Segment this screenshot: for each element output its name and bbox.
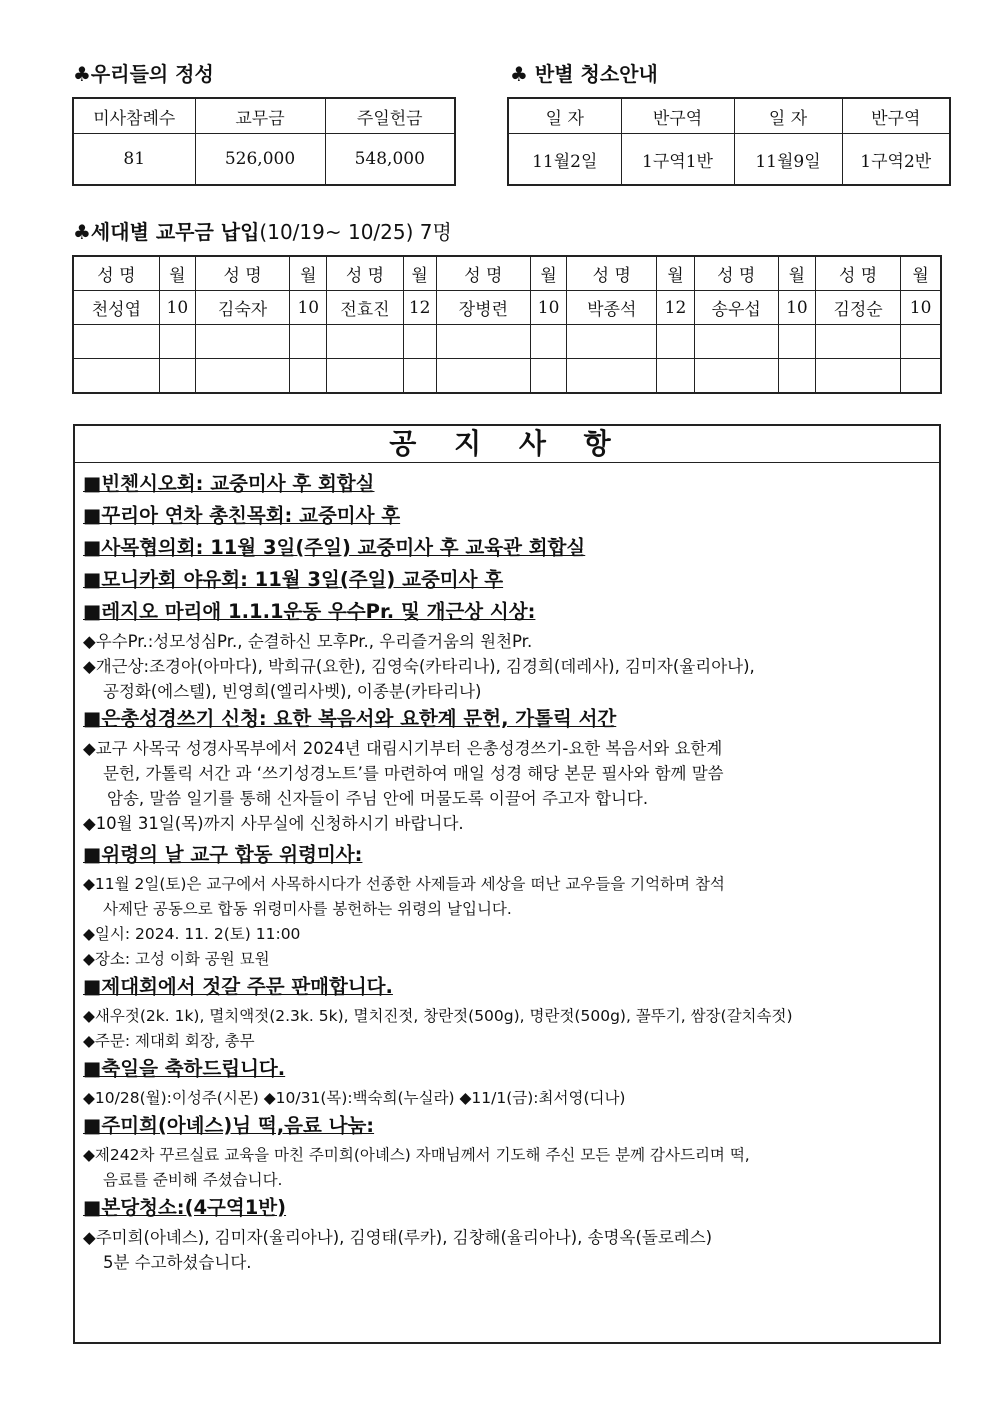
family-header-month: 월 <box>778 256 815 291</box>
notice-item <box>83 597 939 704</box>
family-cell-month: 10 <box>778 291 815 325</box>
family-cell-month: 12 <box>403 291 436 325</box>
offering-value-attendance: 81 <box>73 134 195 186</box>
notice-item <box>83 972 939 1054</box>
notice-line: 암송, 말씀 일기를 통해 신자들이 주님 안에 머물도록 이끌어 주고자 합니다. <box>107 789 649 808</box>
family-title <box>73 216 452 245</box>
notice-line: ◆주문: 제대회 회장, 총무 <box>83 1032 255 1050</box>
notice-line: ◆일시: 2024. 11. 2(토) 11:00 <box>83 925 301 943</box>
cleaning-value-date-2: 11월9일 <box>734 134 842 186</box>
family-header-month: 월 <box>531 256 567 291</box>
notice-heading: ■위령의 날 교구 합동 위령미사: <box>83 843 363 866</box>
family-cell-name: 장병련 <box>436 291 530 325</box>
notice-heading: ■축일을 축하드립니다. <box>83 1057 286 1080</box>
family-cell-name: 김숙자 <box>195 291 289 325</box>
cleaning-value-date-1: 11월2일 <box>508 134 621 186</box>
notice-item <box>83 1054 939 1111</box>
family-cell-month: 10 <box>531 291 567 325</box>
family-table <box>72 255 942 394</box>
family-cell-name: 천성엽 <box>73 291 159 325</box>
notice-heading: ■레지오 마리애 1.1.1운동 우수Pr. 및 개근상 시상: <box>83 600 536 623</box>
notice-line: 사제단 공동으로 합동 위령미사를 봉헌하는 위령의 날입니다. <box>103 900 512 918</box>
family-header-month: 월 <box>657 256 694 291</box>
family-header-month: 월 <box>159 256 195 291</box>
notice-heading: ■꾸리아 연차 총친목회: 교중미사 후 <box>83 504 401 527</box>
offering-value-sunday: 548,000 <box>325 134 455 186</box>
notice-line: ◆개근상:조경아(아마다), 박희규(요한), 김영숙(카타리나), 김경희(데레사), 김미자(율리아나), <box>83 657 755 676</box>
family-empty-row <box>73 325 941 359</box>
family-header-name: 성 명 <box>436 256 530 291</box>
family-cell-month: 10 <box>159 291 195 325</box>
family-title-sub: (10/19~ 10/25) 7명 <box>259 220 452 244</box>
cleaning-value-area-2: 1구역2반 <box>842 134 950 186</box>
notice-heading: ■본당청소:(4구역1반) <box>83 1196 287 1219</box>
notice-line: 공정화(에스텔), 빈영희(엘리사벳), 이종분(카타리나) <box>103 682 482 701</box>
notice-line: ◆10월 31일(목)까지 사무실에 신청하시기 바랍니다. <box>83 814 464 833</box>
notice-item <box>83 469 939 501</box>
notice-body <box>75 463 939 1275</box>
notice-line: ◆주미희(아녜스), 김미자(율리아나), 김영태(루카), 김창해(율리아나), 송명옥(돌로레스) <box>83 1228 713 1247</box>
cleaning-header-date-2: 일 자 <box>734 98 842 134</box>
family-header-name: 성 명 <box>73 256 159 291</box>
family-cell-name: 김정순 <box>815 291 900 325</box>
notice-heading: ■은총성경쓰기 신청: 요한 복음서와 요한계 문헌, 가톨릭 서간 <box>83 707 617 730</box>
notice-title: 공 지 사 항 <box>75 426 939 463</box>
notice-heading: ■제대회에서 젓갈 주문 판매합니다. <box>83 975 393 998</box>
family-header-name: 성 명 <box>694 256 778 291</box>
cleaning-header-date-1: 일 자 <box>508 98 621 134</box>
family-cell-name: 송우섭 <box>694 291 778 325</box>
offering-title: ♣우리들의 정성 <box>73 62 214 86</box>
notice-line: ◆새우젓(2k. 1k), 멸치액젓(2.3k. 5k), 멸치진젓, 창란젓(500g), 명란젓(500g), 꼴뚜기, 쌈장(갈치속젓) <box>83 1007 793 1025</box>
notice-line: ◆제242차 꾸르실료 교육을 마친 주미희(아녜스) 자매님께서 기도해 주신 모든 분께 감사드리며 떡, <box>83 1146 750 1164</box>
family-header-name: 성 명 <box>195 256 289 291</box>
notice-item <box>83 501 939 533</box>
notice-heading: ■빈첸시오회: 교중미사 후 회합실 <box>83 472 375 495</box>
family-title-main: ♣세대별 교무금 납입 <box>73 220 260 244</box>
notice-line: 음료를 준비해 주셨습니다. <box>103 1171 283 1189</box>
family-cell-month: 12 <box>657 291 694 325</box>
notice-item <box>83 1193 939 1275</box>
family-header-month: 월 <box>290 256 327 291</box>
notice-heading: ■모니카회 야유회: 11월 3일(주일) 교중미사 후 <box>83 568 504 591</box>
notice-line: 5분 수고하셨습니다. <box>103 1253 252 1272</box>
family-header-month: 월 <box>901 256 941 291</box>
notice-box <box>73 424 941 1344</box>
cleaning-header-area-1: 반구역 <box>621 98 734 134</box>
cleaning-title: ♣ 반별 청소안내 <box>510 62 658 86</box>
family-cell-month: 10 <box>901 291 941 325</box>
notice-line: ◆장소: 고성 이화 공원 묘원 <box>83 950 270 968</box>
family-header-name: 성 명 <box>567 256 657 291</box>
notice-item <box>83 704 939 836</box>
notice-item <box>83 1111 939 1193</box>
notice-line: ◆10/28(월):이성주(시몬) ◆10/31(목):백숙희(누실라) ◆11/1(금):최서영(디나) <box>83 1089 626 1107</box>
notice-line: ◆교구 사목국 성경사목부에서 2024년 대림시기부터 은총성경쓰기-요한 복음서와 요한계 <box>83 739 723 758</box>
cleaning-header-area-2: 반구역 <box>842 98 950 134</box>
family-header-month: 월 <box>403 256 436 291</box>
cleaning-table <box>507 97 951 186</box>
offering-header-dues: 교무금 <box>195 98 325 134</box>
family-empty-row <box>73 359 941 394</box>
notice-line: ◆우수Pr.:성모성심Pr., 순결하신 모후Pr., 우리즐거움의 원천Pr. <box>83 632 533 651</box>
offering-header-attendance: 미사참례수 <box>73 98 195 134</box>
notice-heading: ■주미희(아녜스)님 떡,음료 나눔: <box>83 1114 375 1137</box>
offering-value-dues: 526,000 <box>195 134 325 186</box>
notice-item <box>83 565 939 597</box>
notice-line: 문헌, 가톨릭 서간 과 ‘쓰기성경노트’를 마련하여 매일 성경 해당 본문 필사와 함께 말씀 <box>103 764 724 783</box>
notice-item <box>83 533 939 565</box>
notice-item <box>83 840 939 972</box>
family-cell-month: 10 <box>290 291 327 325</box>
offering-table <box>72 97 456 186</box>
offering-header-sunday: 주일헌금 <box>325 98 455 134</box>
family-header-name: 성 명 <box>327 256 403 291</box>
family-cell-name: 박종석 <box>567 291 657 325</box>
family-cell-name: 전효진 <box>327 291 403 325</box>
notice-line: ◆11월 2일(토)은 교구에서 사목하시다가 선종한 사제들과 세상을 떠난 교우들을 기억하며 참석 <box>83 875 725 893</box>
family-header-name: 성 명 <box>815 256 900 291</box>
cleaning-value-area-1: 1구역1반 <box>621 134 734 186</box>
notice-heading: ■사목협의회: 11월 3일(주일) 교중미사 후 교육관 회합실 <box>83 536 586 559</box>
